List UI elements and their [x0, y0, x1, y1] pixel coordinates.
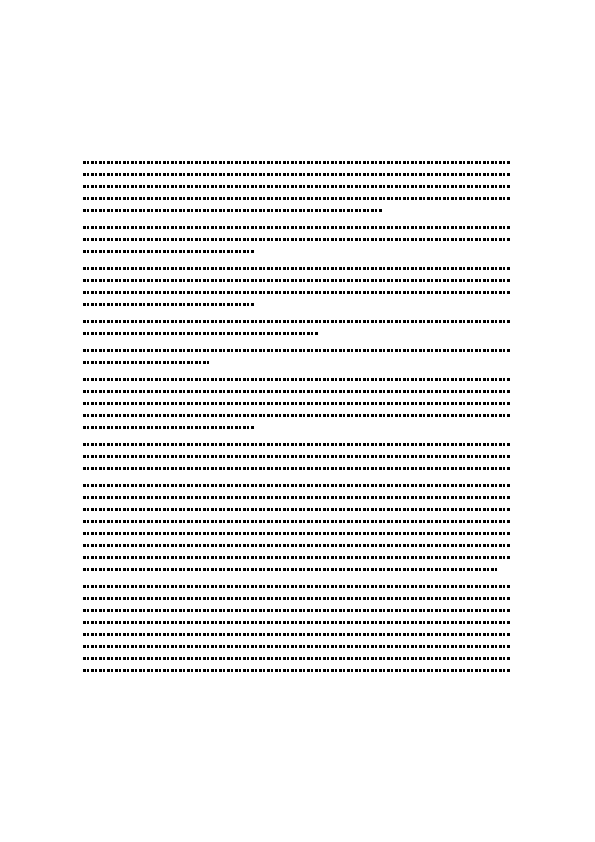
text-line [83, 246, 513, 258]
text-line [83, 345, 513, 357]
text-line [83, 540, 513, 552]
text-line [83, 516, 513, 528]
text-line [83, 463, 513, 475]
text-line [83, 234, 513, 246]
text-line [83, 617, 513, 629]
text-line [83, 193, 513, 205]
text-line [83, 410, 513, 422]
text-line [83, 480, 513, 492]
text-line [83, 653, 513, 665]
text-line [83, 157, 513, 169]
paragraph [83, 222, 513, 258]
text-line [83, 665, 513, 677]
text-line [83, 328, 513, 340]
paragraph [83, 263, 513, 311]
text-line [83, 629, 513, 641]
text-line [83, 169, 513, 181]
text-line [83, 422, 513, 434]
paragraph [83, 581, 513, 677]
text-line [83, 552, 513, 564]
document-body [83, 157, 513, 682]
text-line [83, 275, 513, 287]
paragraph [83, 439, 513, 475]
text-line [83, 316, 513, 328]
text-line [83, 564, 513, 576]
paragraph [83, 157, 513, 217]
text-line [83, 593, 513, 605]
text-line [83, 451, 513, 463]
text-line [83, 581, 513, 593]
paragraph [83, 480, 513, 576]
paragraph [83, 374, 513, 434]
text-line [83, 528, 513, 540]
text-line [83, 287, 513, 299]
text-line [83, 181, 513, 193]
text-line [83, 492, 513, 504]
text-line [83, 386, 513, 398]
text-line [83, 374, 513, 386]
text-line [83, 357, 513, 369]
text-line [83, 641, 513, 653]
text-line [83, 299, 513, 311]
text-line [83, 504, 513, 516]
text-line [83, 605, 513, 617]
text-line [83, 205, 513, 217]
text-line [83, 263, 513, 275]
text-line [83, 222, 513, 234]
text-line [83, 439, 513, 451]
paragraph [83, 345, 513, 369]
paragraph [83, 316, 513, 340]
text-line [83, 398, 513, 410]
